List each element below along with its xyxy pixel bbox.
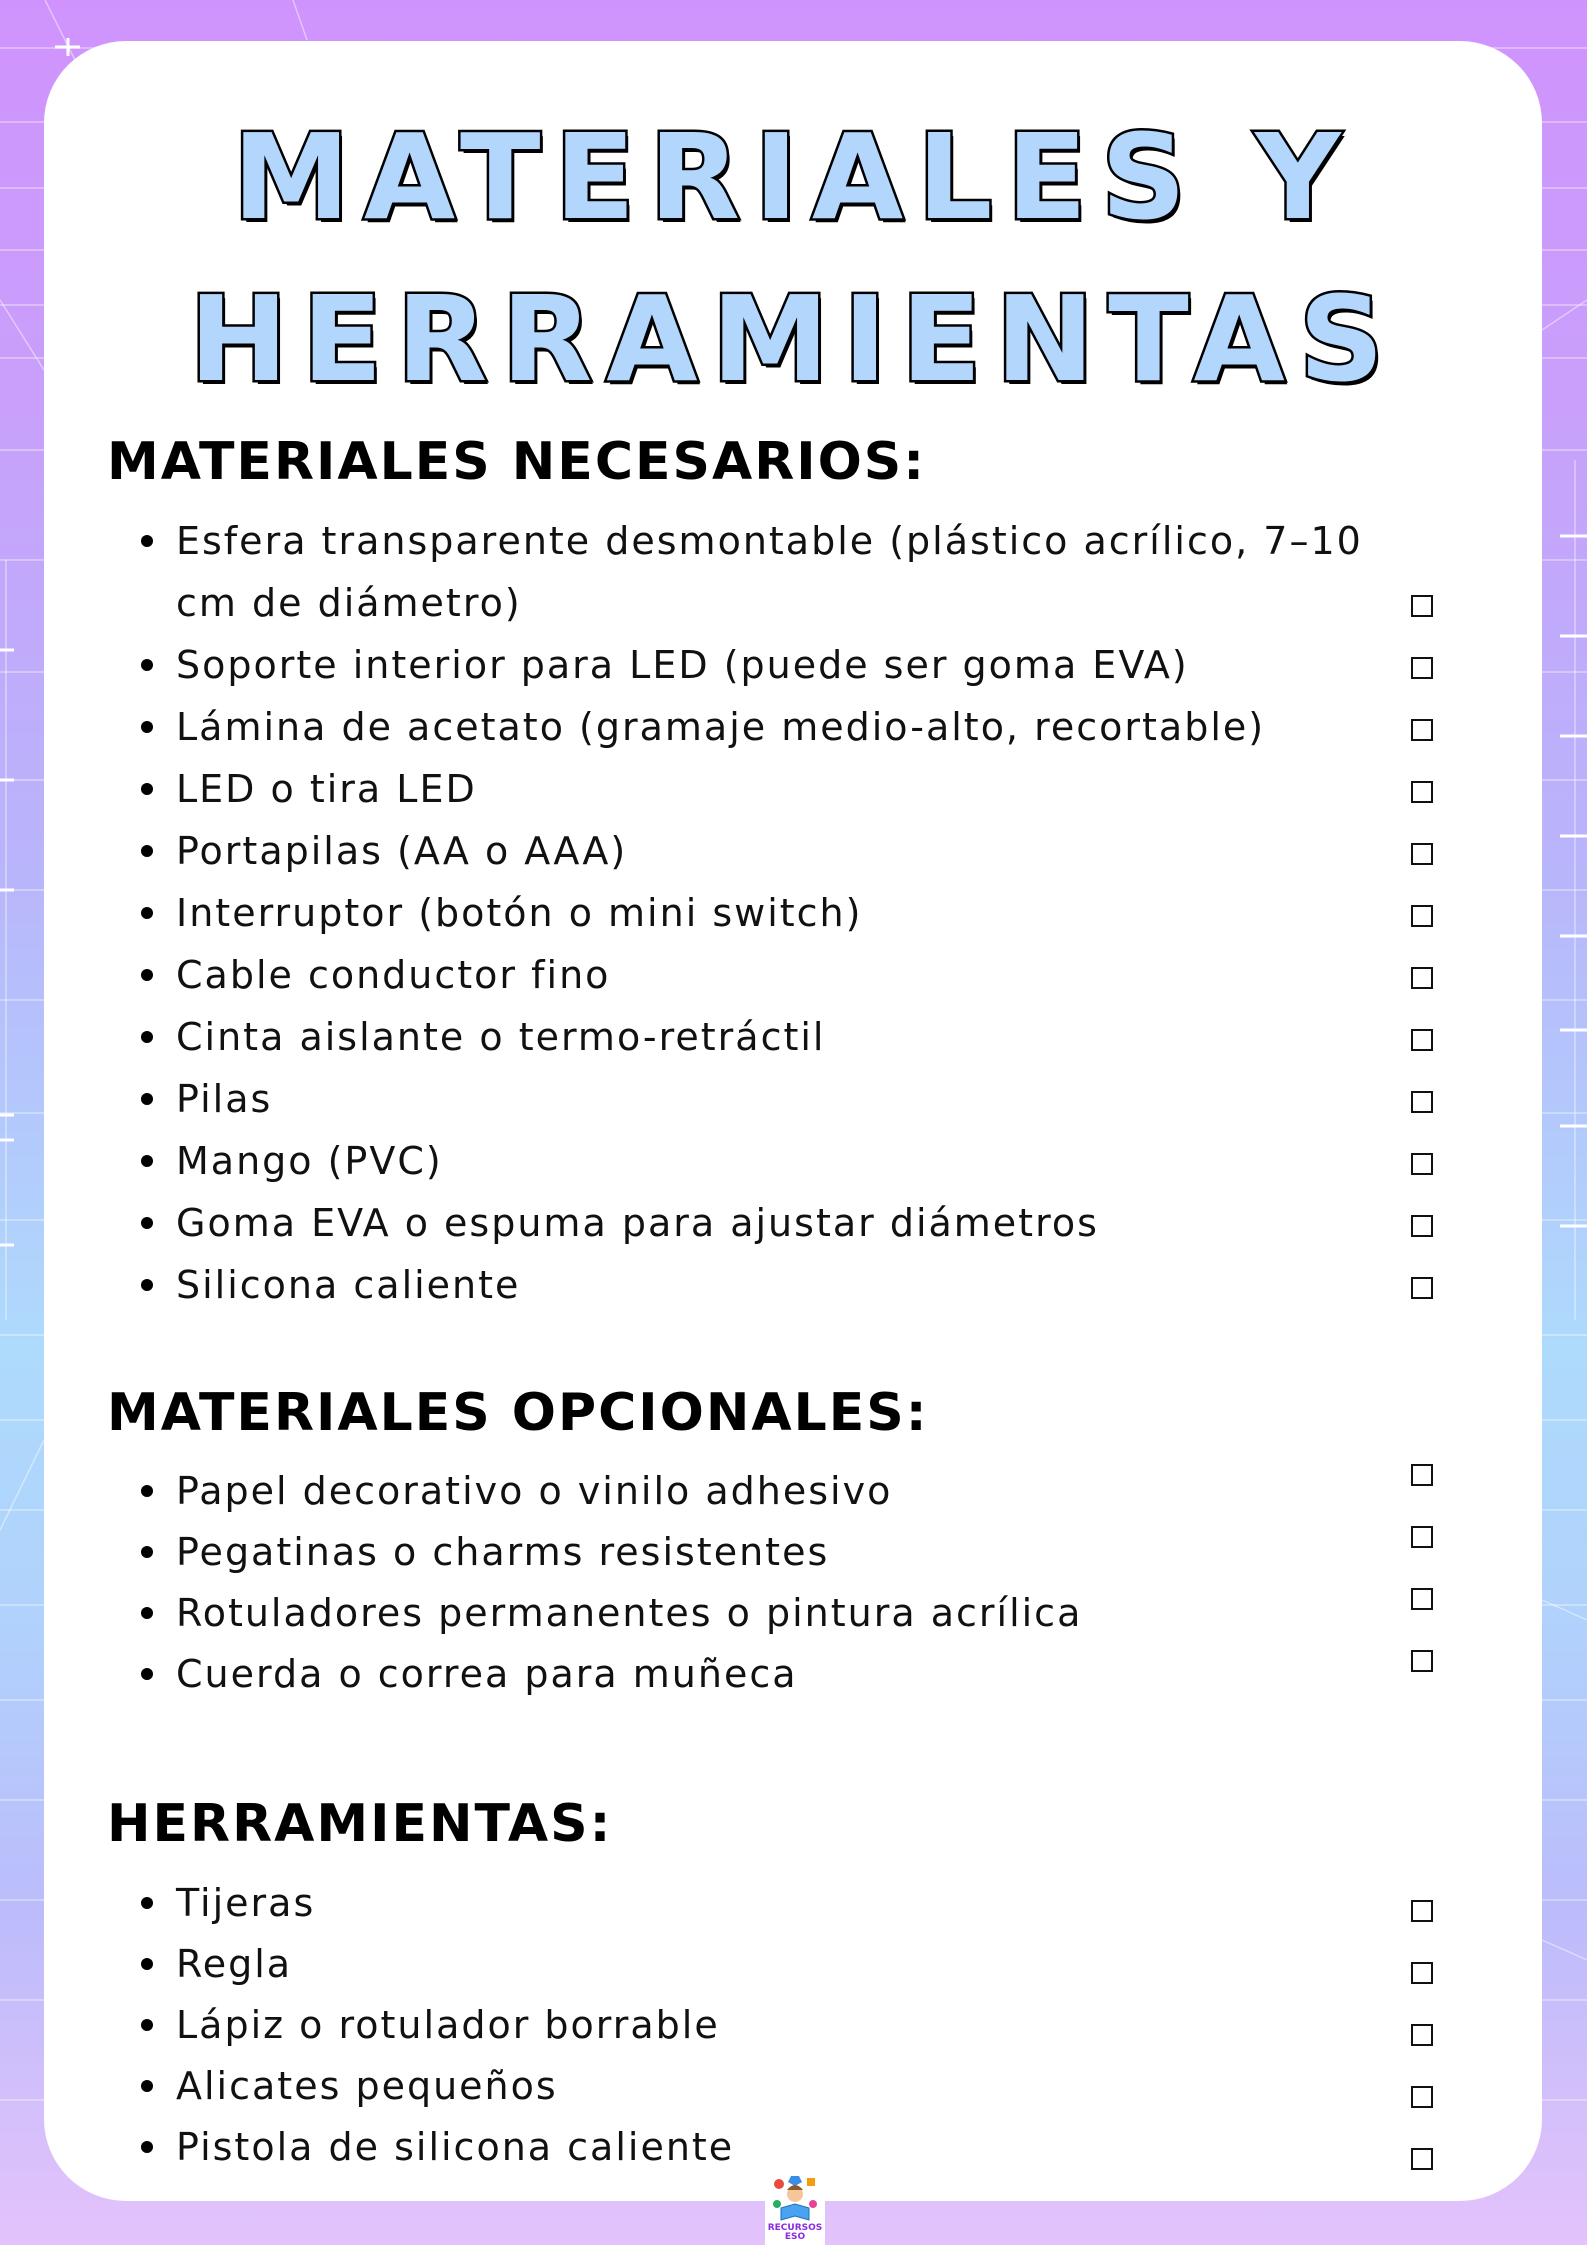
bullet-icon [141, 2019, 153, 2031]
list-item [0, 1933, 1587, 1994]
list-item [0, 1068, 1587, 1130]
list-item [0, 2055, 1587, 2116]
checkbox[interactable] [1411, 595, 1433, 617]
list-materiales-necesarios [0, 510, 1587, 1316]
list-item [0, 882, 1587, 944]
page-title-line-2: HERRAMIENTAS [189, 270, 1398, 408]
item-label: Pilas [176, 1077, 273, 1121]
list-item [0, 944, 1587, 1006]
list-item [0, 1254, 1587, 1316]
item-label: Tijeras [176, 1881, 316, 1925]
bullet-icon [141, 907, 153, 919]
student-reading-icon [769, 2174, 821, 2224]
checkbox[interactable] [1411, 1091, 1433, 1113]
checkbox[interactable] [1411, 1277, 1433, 1299]
checkbox[interactable] [1411, 967, 1433, 989]
item-label: Lámina de acetato (gramaje medio-alto, recortable) [176, 705, 1266, 749]
item-label: Rotuladores permanentes o pintura acrílica [176, 1591, 1083, 1635]
bullet-icon [141, 783, 153, 795]
checkbox[interactable] [1411, 1215, 1433, 1237]
list-item [0, 1521, 1587, 1582]
item-label: Cinta aislante o termo-retráctil [176, 1015, 826, 1059]
list-materiales-opcionales [0, 1460, 1587, 1704]
checkbox[interactable] [1411, 657, 1433, 679]
bullet-icon [141, 1155, 153, 1167]
list-item [0, 1643, 1587, 1704]
list-item [0, 1460, 1587, 1521]
checkbox[interactable] [1411, 1962, 1433, 1984]
bullet-icon [141, 1217, 153, 1229]
list-item [0, 696, 1587, 758]
page-title-line-1: MATERIALES Y [232, 108, 1355, 246]
checkbox[interactable] [1411, 781, 1433, 803]
list-item [0, 634, 1587, 696]
list-item [0, 820, 1587, 882]
checkbox[interactable] [1411, 2024, 1433, 2046]
recursos-eso-logo [765, 2172, 825, 2245]
checkbox[interactable] [1411, 2086, 1433, 2108]
bullet-icon [141, 535, 153, 547]
section-heading-herramientas: HERRAMIENTAS: [107, 1794, 613, 1854]
item-label: Lápiz o rotulador borrable [176, 2003, 720, 2047]
checkbox[interactable] [1411, 1650, 1433, 1672]
list-item [0, 2116, 1587, 2177]
list-item [0, 758, 1587, 820]
list-item [0, 1582, 1587, 1643]
item-label: Esfera transparente desmontable (plástico acrílico, 7–10 cm de diámetro) [176, 519, 1363, 625]
item-label: Papel decorativo o vinilo adhesivo [176, 1469, 893, 1513]
item-label: Portapilas (AA o AAA) [176, 829, 628, 873]
item-label: Soporte interior para LED (puede ser goma EVA) [176, 643, 1189, 687]
checkbox[interactable] [1411, 1029, 1433, 1051]
logo-text-line-1: RECURSOS [767, 2223, 823, 2233]
bullet-icon [141, 1958, 153, 1970]
bullet-icon [141, 721, 153, 733]
checkbox[interactable] [1411, 1526, 1433, 1548]
list-item [0, 510, 1587, 634]
list-item [0, 1994, 1587, 2055]
bullet-icon [141, 1668, 153, 1680]
item-label: Regla [176, 1942, 293, 1986]
checkbox[interactable] [1411, 843, 1433, 865]
item-label: Silicona caliente [176, 1263, 521, 1307]
bullet-icon [141, 659, 153, 671]
item-label: Interruptor (botón o mini switch) [176, 891, 863, 935]
item-label: LED o tira LED [176, 767, 477, 811]
bullet-icon [141, 1607, 153, 1619]
bullet-icon [141, 969, 153, 981]
item-label: Alicates pequeños [176, 2064, 558, 2108]
checkbox[interactable] [1411, 905, 1433, 927]
list-item [0, 1006, 1587, 1068]
item-label: Mango (PVC) [176, 1139, 443, 1183]
list-item [0, 1130, 1587, 1192]
item-label: Cable conductor fino [176, 953, 611, 997]
checkbox[interactable] [1411, 1900, 1433, 1922]
checkbox[interactable] [1411, 1588, 1433, 1610]
bullet-icon [141, 1485, 153, 1497]
item-label: Pegatinas o charms resistentes [176, 1530, 830, 1574]
bullet-icon [141, 1279, 153, 1291]
list-herramientas [0, 1872, 1587, 2177]
item-label: Goma EVA o espuma para ajustar diámetros [176, 1201, 1099, 1245]
item-label: Pistola de silicona caliente [176, 2125, 735, 2169]
bullet-icon [141, 1093, 153, 1105]
list-item [0, 1192, 1587, 1254]
section-heading-opcionales: MATERIALES OPCIONALES: [107, 1383, 929, 1443]
checkbox[interactable] [1411, 1464, 1433, 1486]
section-heading-necesarios: MATERIALES NECESARIOS: [107, 432, 927, 492]
item-label: Cuerda o correa para muñeca [176, 1652, 798, 1696]
bullet-icon [141, 2080, 153, 2092]
checkbox[interactable] [1411, 2148, 1433, 2170]
bullet-icon [141, 1031, 153, 1043]
list-item [0, 1872, 1587, 1933]
bullet-icon [141, 2141, 153, 2153]
bullet-icon [141, 845, 153, 857]
bullet-icon [141, 1546, 153, 1558]
checkbox[interactable] [1411, 719, 1433, 741]
logo-text-line-2: ESO [784, 2232, 806, 2242]
bullet-icon [141, 1897, 153, 1909]
checkbox[interactable] [1411, 1153, 1433, 1175]
